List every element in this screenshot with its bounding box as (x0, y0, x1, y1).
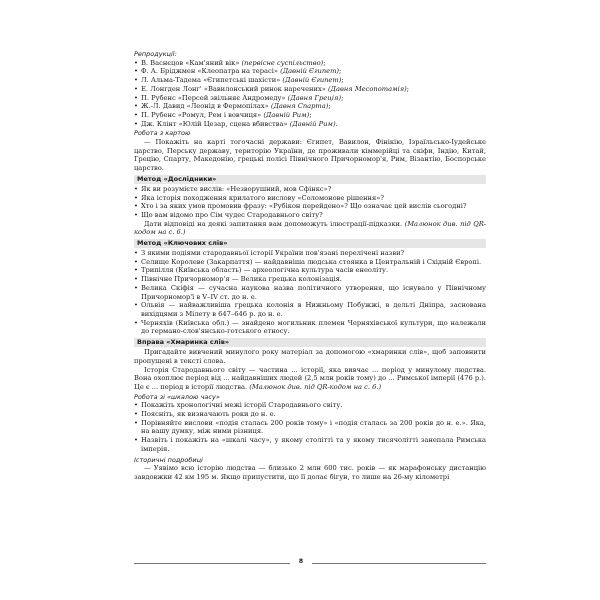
reproduction-title: Ж.-Л. Давид «Леонід в Фермопілах» (141, 102, 271, 111)
method1-after-text: Дати відповіді на деякі запитання вам допоможуть ілюстрації-підказки. (144, 219, 403, 228)
reproduction-title: В. Васнєцов «Кам'яний вік» (141, 58, 242, 67)
reproduction-punct: ; (406, 84, 410, 93)
reproduction-item (134, 94, 486, 103)
method1-title: Метод «Дослідники» (134, 175, 486, 184)
method1-item: • Що вам відомо про Сім чудес Стародавнього світу? (134, 211, 486, 220)
method2-list (134, 258, 486, 336)
reproduction-punct: ; (309, 110, 312, 119)
method1-after-tag: (Малюнок див. під QR-кодом на с. 6.) (134, 219, 486, 237)
map-label: Робота з картою (134, 129, 191, 138)
page-content (134, 49, 486, 482)
reproduction-item (134, 102, 486, 111)
reproduction-item (134, 111, 486, 120)
reproduction-title: П. Рубенс «Ромул, Рем і вовчиця» (141, 110, 264, 119)
reproduction-item (134, 67, 486, 76)
time-item: • Порівняйте вислови «подія сталась 200 років тому» і «подія сталась за 200 років до н. е.». Яка, на вашу думку, між ними різниця. (134, 419, 486, 436)
method2-item: • Селище Королеве (Закарпаття) — найдавніша людська стоянка в Центральній і Східній Європі. (134, 258, 486, 267)
reproduction-punct: ; (323, 58, 326, 67)
method1-item: • Хто і за яких умов промовив фразу: «Рубікон перейдено»? Що означає цей вислів сьогодні? (134, 202, 486, 211)
method2-item: • Трипілля (Київська область) — археологічна культура часів енеоліту. (134, 266, 486, 275)
reproduction-item (134, 76, 486, 85)
reproduction-punct: ; (339, 67, 342, 76)
task-title: Вправа «Хмаринка слів» (134, 338, 486, 347)
reproduction-title: Л. Альма-Тадема «Єгипетські шахісти» (141, 76, 283, 85)
method2-item: • Велика Скіфія — сучасна наукова назва політичного утворення, що існувало у Північному Причорномор'ї в V–IV ст. до н. е. (134, 284, 486, 301)
reproduction-title: Е. Лонгден Лонг' «Вавилонський ринок наречених» (141, 84, 328, 93)
reproduction-punct: ; (328, 102, 331, 111)
time-item: • Назвіть і покажіть на «шкалі часу», у якому столітті та у якому тисячолітті занепала Римська імперія. (134, 436, 486, 453)
reproduction-item (134, 59, 486, 68)
method2-item: • Черняхів (Київська обл.) — знайдено могильник племен Черняхівської культури, що належали до германо-слов'янсько-готського етносу. (134, 319, 486, 336)
reproduction-punct: . (335, 119, 338, 128)
reproduction-item (134, 85, 486, 94)
task-text (134, 366, 486, 392)
task-text-body: Історія Стародавнього світу — частина ... історії, яка вивчає ... період у минулому людства. Вона охоплює період від ... найдавніших людей (2,5 млн років тому) до ... Римської імперії (476 р.). Це є ... період в історії людства. (134, 365, 486, 391)
reproduction-item (134, 120, 486, 129)
map-text: — Покажіть на карті тогочасні держави: Єгипет, Вавилон, Фінікію, Ізраїльсько-Іудейське царство, Перську державу, територію України, де проживали кіммерійці та скіфи, Індію, Китай, Грецію, Спарту, Македонію, грецькі полісі Північного Причорномор'я, Рим, Візантію, Боспорське царство. (134, 138, 486, 173)
task-intro: Пригадайте вивчений минулого року матеріал за допомогою «хмаринки слів», щоб заповнити пропущені в тексті слова. (134, 348, 486, 365)
history-label: Історичні подробиці (134, 455, 203, 464)
time-list (134, 401, 486, 453)
reproduction-era: (Давня Спарта) (270, 102, 329, 111)
time-label: Робота зі «шкалою часу» (134, 392, 220, 401)
page-number: 8 (298, 558, 304, 565)
reproduction-title: Ф. А. Бріджмен «Клеопатра на терасі» (141, 67, 281, 76)
reproduction-era: (Давня Месопотамія) (327, 84, 407, 93)
reproduction-era: (первісне суспільство) (241, 58, 324, 67)
method1-list (134, 185, 486, 220)
method1-item: • Як ви розумієте вислів: «Незворушний, мов Сфінкс»? (134, 185, 486, 194)
task-tag: (Малюнок див. під QR-кодом на с. 6.) (249, 382, 382, 391)
reproduction-era: (Давній Рим) (289, 119, 336, 128)
method2-title: Метод «Ключових слів» (134, 239, 486, 248)
time-item: • Поясніть, як визначають роки до н. е. (134, 410, 486, 419)
reproduction-punct: ; (341, 76, 344, 85)
reproduction-era: (Давній Єгипет) (282, 76, 342, 85)
method2-item: • Північне Причорномор'я — Велика грецька колонізація. (134, 275, 486, 284)
method1-after (134, 220, 486, 237)
reproductions-list (134, 59, 486, 129)
footer-rule-left (134, 563, 290, 564)
footer-rule-right (312, 563, 486, 564)
reproduction-title: П. Рубенс «Персей звільняє Андромеду» (141, 93, 288, 102)
method1-item: • Яка історія походження крилатого вислову «Соломонове рішення»? (134, 194, 486, 203)
history-text: — Уявімо всю історію людства — близько 2 млн 600 тис. років — як марафонську дистанцію завдовжки 42 км 195 м. Якщо припустити, що її долає бігун, то лише на 26-му кілометрі (134, 464, 486, 481)
reproduction-era: (Давня Греція) (287, 93, 342, 102)
reproduction-punct: ; (341, 93, 344, 102)
method2-question: • З якими подіями стародавньої історії України пов'язані перелічені назви? (134, 249, 486, 258)
reproduction-title: Дж. Клінт «Юлій Цезар, сцена вбивства» (141, 119, 290, 128)
time-item: • Покажіть хронологічні межі історії Стародавнього світу. (134, 401, 486, 410)
reproduction-era: (Давній Єгипет) (280, 67, 340, 76)
method2-item: • Ольвія — найважливіша грецька колонія в Нижньому Побужжі, в дельті Дніпра, заснована вихідцями з Мілету в 647–646 р. до н. е. (134, 301, 486, 318)
reproduction-era: (Давній Рим) (263, 110, 310, 119)
reproductions-label: Репродукції: (134, 50, 177, 58)
